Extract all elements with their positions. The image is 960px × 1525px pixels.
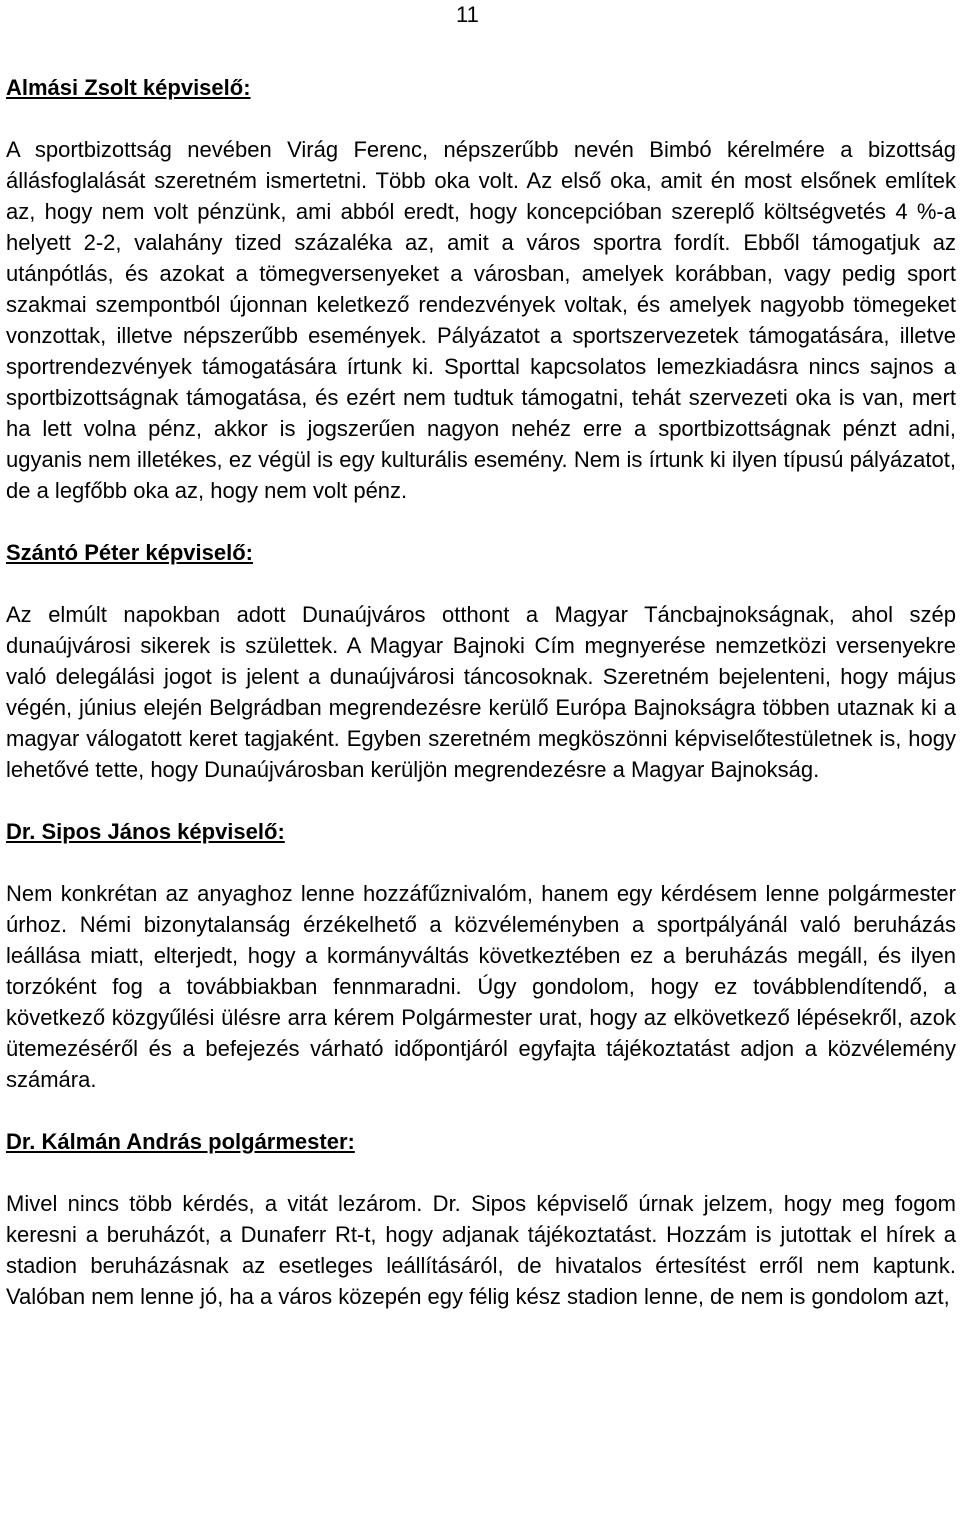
spacer xyxy=(6,568,956,599)
spacer xyxy=(6,103,956,134)
speaker-heading-kalman: Dr. Kálmán András polgármester: xyxy=(6,1129,355,1154)
page-number: 11 xyxy=(456,2,479,27)
spacer xyxy=(6,1095,956,1126)
spacer xyxy=(6,785,956,816)
speech-paragraph-sipos: Nem konkrétan az anyaghoz lenne hozzáfűznivalóm, hanem egy kérdésem lenne polgármester úrhoz. Némi bizonytalanság érzékelhető a közvéleményben a sportpályánál való beruházás leállása miatt, elterjedt, hogy a kormányváltás következtében ez a beruházás megáll, és ilyen torzóként fog a továbbiakban fennmaradni. Úgy gondolom, hogy ez továbblendítendő, a következő közgyűlési ülésre arra kérem Polgármester urat, hogy az elkövetkező lépésekről, azok ütemezéséről és a befejezés várható időpontjáról egyfajta tájékoztatást adjon a közvélemény számára. xyxy=(6,881,956,1092)
speech-paragraph-almasi: A sportbizottság nevében Virág Ferenc, népszerűbb nevén Bimbó kérelmére a bizottság állásfoglalását szeretném ismertetni. Több oka volt. Az első oka, amit én most elsőnek említek az, hogy nem volt pénzünk, ami abból eredt, hogy koncepcióban szereplő költségvetés 4 %-a helyett 2-2, valahány tized százaléka az, amit a város sportra fordít. Ebből támogatjuk az utánpótlás, és azokat a tömegversenyeket a városban, amelyek korábban, vagy pedig sport szakmai szempontból újonnan keletkező rendezvények voltak, és amelyek nagyobb tömegeket vonzottak, illetve népszerűbb események. Pályázatot a sportszervezetek támogatására, illetve sportrendezvények támogatására írtunk ki. Sporttal kapcsolatos lemezkiadásra nincs sajnos a sportbizottságnak támogatása, és ezért nem tudtuk támogatni, tehát szervezeti oka is van, mert ha lett volna pénz, akkor is jogszerűen nagyon nehéz erre a sportbizottságnak pénzt adni, ugyanis nem illetékes, ez végül is egy kulturális esemény. Nem is írtunk ki ilyen típusú pályázatot, de a legfőbb oka az, hogy nem volt pénz. xyxy=(6,137,956,503)
speech-paragraph-szanto: Az elmúlt napokban adott Dunaújváros otthont a Magyar Táncbajnokságnak, ahol szép dunaújvárosi sikerek is születtek. A Magyar Bajnoki Cím megnyerése nemzetközi versenyekre való delegálási jogot is jelent a dunaújvárosi táncosoknak. Szeretném bejelenteni, hogy május végén, június elején Belgrádban megrendezésre kerülő Európa Bajnokságra többen utaznak ki a magyar válogatott keret tagjaként. Egyben szeretném megköszönni képviselőtestületnek is, hogy lehetővé tette, hogy Dunaújvárosban kerüljön megrendezésre a Magyar Bajnokság. xyxy=(6,602,956,782)
spacer xyxy=(6,506,956,537)
speaker-heading-sipos: Dr. Sipos János képviselő: xyxy=(6,819,285,844)
speech-paragraph-kalman: Mivel nincs több kérdés, a vitát lezárom. Dr. Sipos képviselő úrnak jelzem, hogy meg fogom keresni a beruházót, a Dunaferr Rt-t, hogy adjanak tájékoztatást. Hozzám is jutottak el hírek a stadion beruházásnak az esetleges leállításáról, de hivatalos értesítést erről nem kaptunk. Valóban nem lenne jó, ha a város közepén egy félig kész stadion lenne, de nem is gondolom azt, xyxy=(6,1191,956,1309)
document-body xyxy=(6,72,956,1312)
spacer xyxy=(6,847,956,878)
speaker-heading-szanto: Szántó Péter képviselő: xyxy=(6,540,253,565)
speaker-heading-almasi: Almási Zsolt képviselő: xyxy=(6,75,251,100)
spacer xyxy=(6,1157,956,1188)
